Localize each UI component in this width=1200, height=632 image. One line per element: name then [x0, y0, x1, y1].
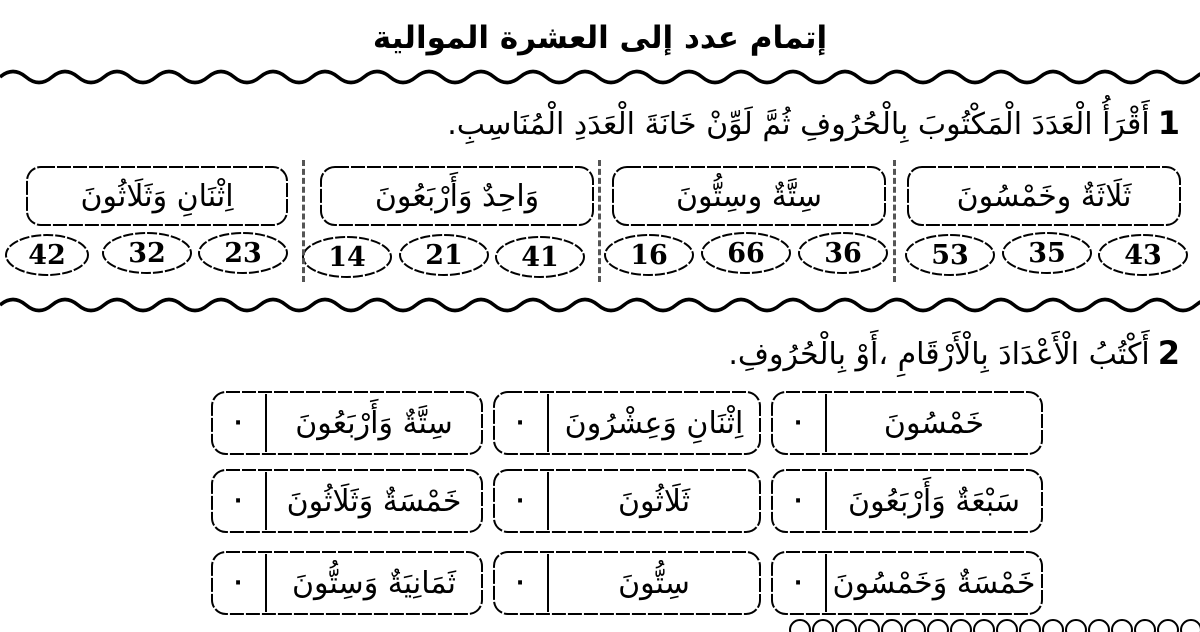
- ex1-option-value: 21: [425, 239, 463, 271]
- ex2-answer-field[interactable]: ·: [793, 570, 803, 596]
- ex2-answer-field[interactable]: ·: [233, 410, 243, 436]
- ex1-option-value: 42: [28, 239, 66, 271]
- border-circle: [790, 620, 810, 632]
- group-divider: [893, 160, 896, 282]
- ex2-item: [210, 466, 484, 536]
- ex2-answer-field[interactable]: ·: [515, 410, 525, 436]
- ex2-answer-field[interactable]: ·: [233, 570, 243, 596]
- ex1-option[interactable]: [301, 234, 393, 280]
- ex2-answer-field[interactable]: ·: [233, 488, 243, 514]
- border-circle: [974, 620, 994, 632]
- ex1-option[interactable]: [904, 232, 996, 278]
- exercise1-instruction-line: [447, 104, 1180, 142]
- border-circle: [1066, 620, 1086, 632]
- ex1-word-box: [905, 164, 1183, 228]
- ex2-item: [210, 388, 484, 458]
- ex2-answer-field[interactable]: ·: [515, 488, 525, 514]
- ex1-word-box: [610, 164, 888, 228]
- ex1-option[interactable]: [700, 230, 792, 276]
- border-circle: [905, 620, 925, 632]
- ex1-option-value: 23: [224, 237, 262, 269]
- ex2-item: [492, 388, 762, 458]
- ex1-option[interactable]: [603, 232, 695, 278]
- ex1-option-value: 43: [1124, 239, 1162, 271]
- ex2-item: [492, 548, 762, 618]
- ex1-option-value: 35: [1028, 237, 1066, 269]
- ex1-word-box: [24, 164, 290, 228]
- border-circle: [859, 620, 879, 632]
- exercise1-instruction: أَقْرَأُ الْعَدَدَ الْمَكْتُوبَ بِالْحُرُوفِ ثُمَّ لَوِّنْ خَانَةَ الْعَدَدِ الْمُنَاسِبِ.: [447, 107, 1150, 142]
- ex1-option[interactable]: [1097, 232, 1189, 278]
- decorative-circle-border: [790, 612, 1200, 632]
- ex1-word: ثَلَاثَةٌ وخَمْسُونَ: [956, 178, 1132, 214]
- ex1-word: اِثْنَانِ وَثَلَاثُونَ: [80, 178, 234, 214]
- ex1-word-box: [318, 164, 596, 228]
- ex2-number-word: اِثْنَانِ وَعِشْرُونَ: [564, 405, 744, 441]
- ex2-number-word: خَمْسَةٌ وَخَمْسُونَ: [832, 565, 1036, 601]
- exercise2-instruction-line: [728, 334, 1180, 372]
- ex2-number-word: ثَمَانِيَةٌ وَسِتُّونَ: [291, 565, 457, 601]
- wavy-separator-top: [0, 62, 1200, 92]
- ex2-number-word: سَبْعَةٌ وَأَرْبَعُونَ: [848, 483, 1020, 519]
- ex2-item: [770, 388, 1044, 458]
- border-circle: [997, 620, 1017, 632]
- ex2-item: [770, 466, 1044, 536]
- ex1-option-value: 32: [128, 237, 166, 269]
- border-circle: [836, 620, 856, 632]
- ex2-item: [770, 548, 1044, 618]
- ex2-answer-field[interactable]: ·: [793, 488, 803, 514]
- ex1-option-value: 66: [727, 237, 765, 269]
- border-circle: [951, 620, 971, 632]
- exercise2-instruction: أَكْتُبُ الْأَعْدَادَ بِالْأَرْقَامِ ،أَوْ بِالْحُرُوفِ.: [728, 337, 1150, 372]
- ex2-answer-field[interactable]: ·: [793, 410, 803, 436]
- page-title: إتمام عدد إلى العشرة الموالية: [372, 20, 828, 56]
- border-circle: [813, 620, 833, 632]
- ex2-answer-field[interactable]: ·: [515, 570, 525, 596]
- border-circle: [1158, 620, 1178, 632]
- ex1-word: وَاحِدٌ وَأَرْبَعُونَ: [374, 178, 540, 214]
- ex1-option-value: 41: [521, 241, 559, 273]
- border-circle: [1135, 620, 1155, 632]
- ex2-number-word: ثَلَاثُونَ: [617, 483, 691, 519]
- ex2-number-word: سِتُّونَ: [618, 565, 690, 601]
- ex2-number-word: خَمْسَةٌ وَثَلَاثُونَ: [286, 483, 462, 519]
- ex1-option[interactable]: [197, 230, 289, 276]
- ex1-option-value: 16: [630, 239, 668, 271]
- ex1-option[interactable]: [494, 234, 586, 280]
- ex1-option-value: 36: [824, 237, 862, 269]
- ex2-item: [210, 548, 484, 618]
- exercise2-number: 2: [1157, 334, 1180, 372]
- ex1-option[interactable]: [4, 232, 90, 278]
- group-divider: [598, 160, 601, 282]
- ex2-number-word: سِتَّةٌ وَأَرْبَعُونَ: [295, 405, 453, 441]
- border-circle: [1181, 620, 1200, 632]
- border-circle: [882, 620, 902, 632]
- ex1-option[interactable]: [1001, 230, 1093, 276]
- border-circle: [1089, 620, 1109, 632]
- group-divider: [302, 160, 305, 282]
- border-circle: [1112, 620, 1132, 632]
- border-circle: [928, 620, 948, 632]
- ex2-item: [492, 466, 762, 536]
- ex2-number-word: خَمْسُونَ: [883, 405, 985, 441]
- ex1-word: سِتَّةٌ وسِتُّونَ: [676, 178, 823, 214]
- border-circle: [1043, 620, 1063, 632]
- ex1-option[interactable]: [101, 230, 193, 276]
- ex1-option-value: 53: [931, 239, 969, 271]
- ex1-option[interactable]: [797, 230, 889, 276]
- exercise1-number: 1: [1157, 104, 1180, 142]
- ex1-option-value: 14: [328, 241, 366, 273]
- border-circle: [1020, 620, 1040, 632]
- wavy-separator-middle: [0, 290, 1200, 320]
- ex1-option[interactable]: [398, 232, 490, 278]
